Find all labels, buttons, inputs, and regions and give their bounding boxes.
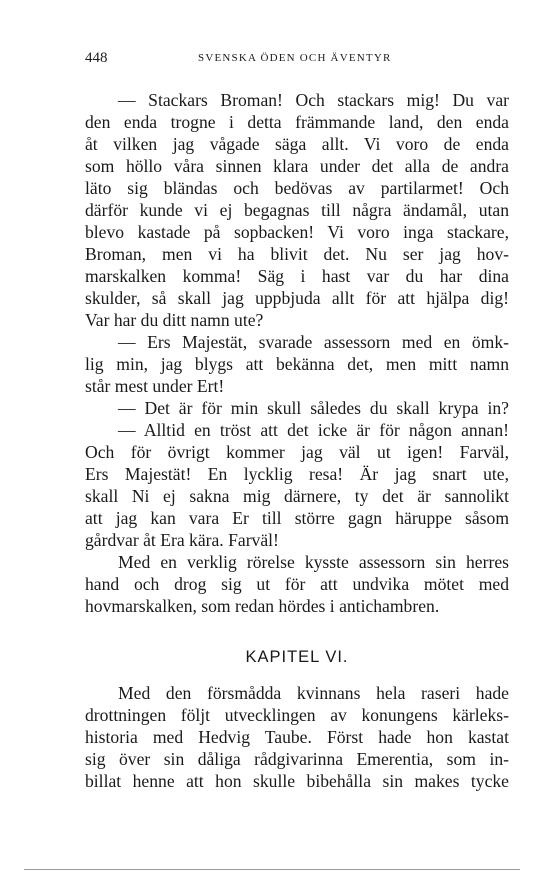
text-line: Broman, men vi ha blivit det. Nu ser jag hov-: [85, 244, 509, 264]
text-line: Ers Majestät! En lycklig resa! Är jag snart ute,: [85, 464, 509, 484]
text-line: skulder, så skall jag uppbjuda allt för att hjälpa dig!: [85, 288, 509, 308]
text-line: — Ers Majestät, svarade assessorn med en ömk-: [118, 332, 509, 352]
text-line: — Det är för min skull således du skall krypa in?: [118, 398, 509, 418]
text-line: läto sig bländas och bedövas av partilarmet! Och: [85, 178, 509, 198]
text-line: Och för övrigt kommer jag väl ut igen! Farväl,: [85, 442, 509, 462]
text-line: — Alltid en tröst att det icke är för någon annan!: [118, 420, 509, 440]
text-line: sig över sin dåliga rådgivarinna Emerentia, som in-: [85, 749, 509, 769]
text-line: Var har du ditt namn ute?: [85, 310, 264, 330]
chapter-text: [85, 682, 509, 792]
text-line: hand och drog sig ut för att undvika mötet med: [85, 574, 509, 594]
running-head: SVENSKA ÖDEN OCH ÄVENTYR: [198, 52, 392, 64]
text-line: — Stackars Broman! Och stackars mig! Du var: [118, 90, 509, 110]
body-text: [85, 89, 509, 617]
page-number: 448: [85, 50, 108, 66]
text-line: står mest under Ert!: [85, 376, 225, 396]
text-line: hovmarskalken, som redan hördes i antichambren.: [85, 596, 440, 616]
text-line: därför kunde vi ej begagnas till några ändamål, utan: [85, 200, 509, 220]
text-line: lig min, jag blygs att bekänna det, men mitt namn: [85, 354, 509, 374]
text-line: billat henne att hon skulle bibehålla sin makes tycke: [85, 771, 509, 791]
text-line: Med den försmådda kvinnans hela raseri hade: [118, 683, 509, 703]
text-line: marskalken komma! Säg i hast var du har dina: [85, 266, 509, 286]
text-line: den enda trogne i detta främmande land, den enda: [85, 112, 509, 132]
text-line: gårdvar åt Era kära. Farväl!: [85, 530, 279, 550]
text-line: drottningen följt utvecklingen av konungens kärleks-: [85, 705, 509, 725]
chapter-title: KAPITEL VI.: [245, 648, 349, 666]
text-line: blevo kastade på sopbacken! Vi voro inga stackare,: [85, 222, 509, 242]
text-line: åt vilken jag vågade säga allt. Vi voro de enda: [85, 134, 509, 154]
page-edge-divider: [24, 869, 520, 870]
text-line: historia med Hedvig Taube. Först hade hon kastat: [85, 727, 509, 747]
text-line: skall Ni ej sakna mig därnere, ty det är sannolikt: [85, 486, 509, 506]
page-header: [85, 50, 509, 70]
text-line: Med en verklig rörelse kysste assessorn sin herres: [118, 552, 509, 572]
text-line: som höllo våra sinnen klara under det alla de andra: [85, 156, 509, 176]
text-line: att jag kan vara Er till större gagn häruppe såsom: [85, 508, 509, 528]
